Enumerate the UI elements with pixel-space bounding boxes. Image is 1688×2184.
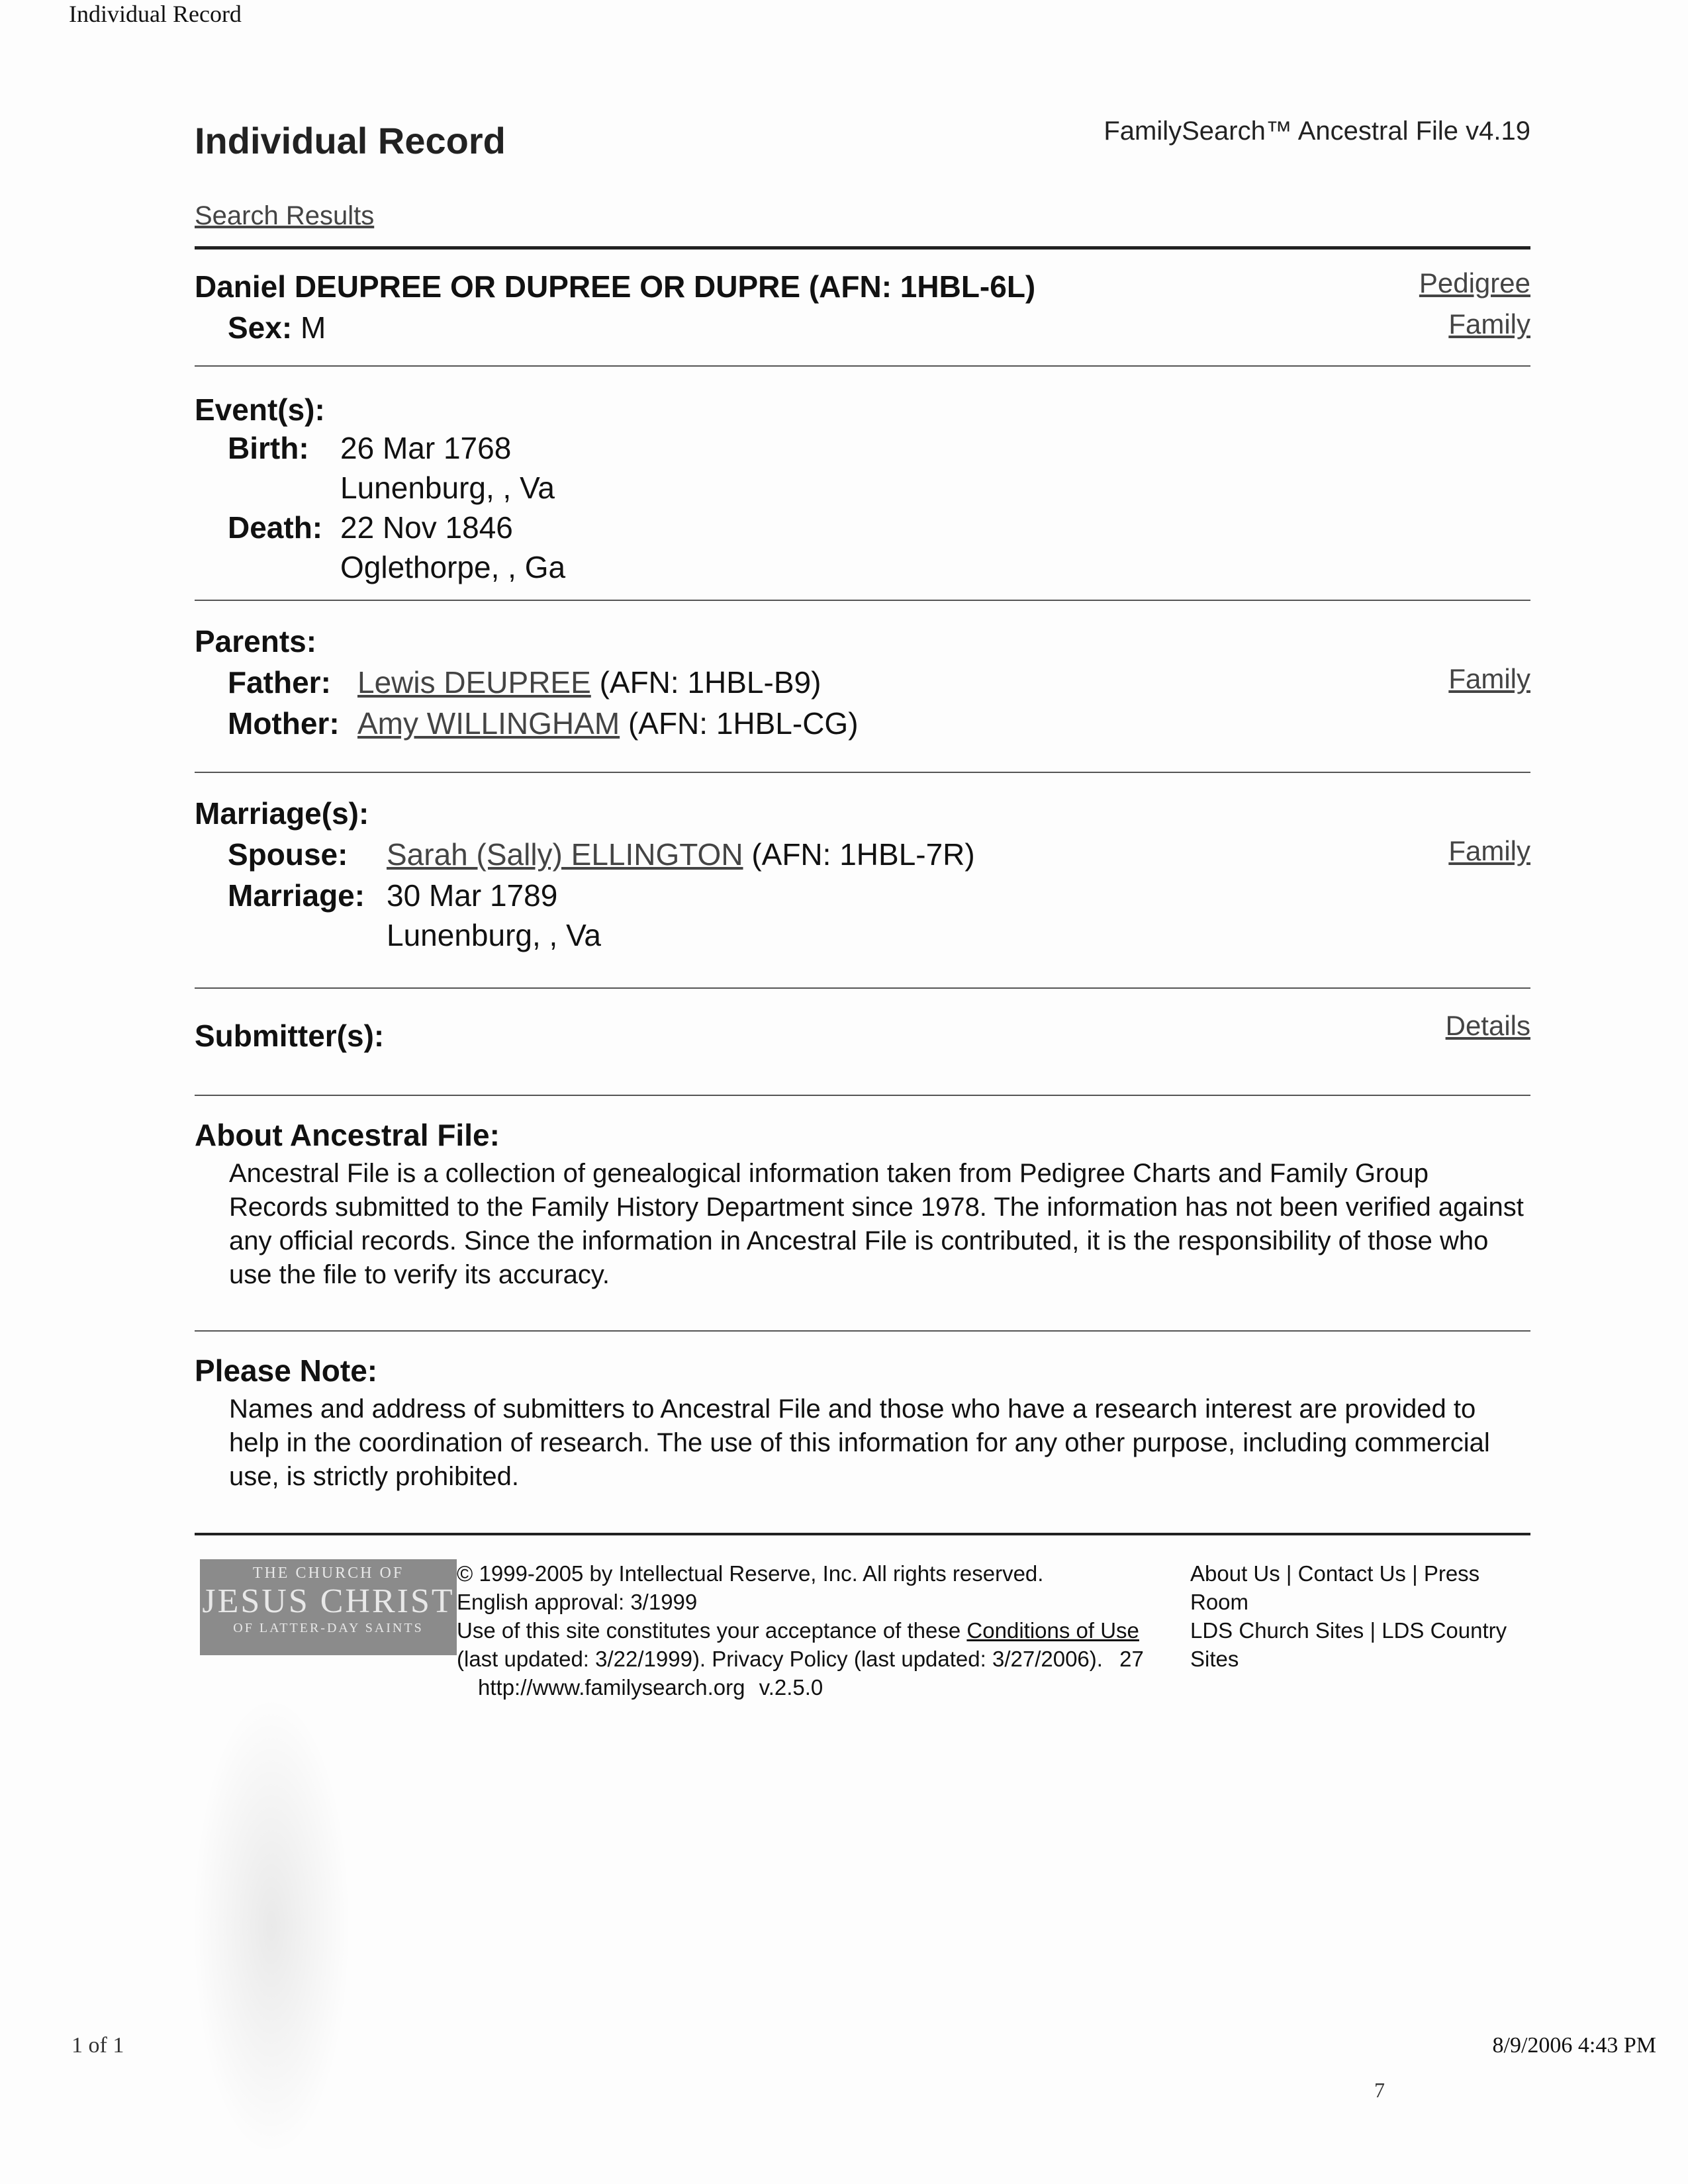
page-title: Individual Record	[195, 120, 506, 161]
print-datetime: 8/9/2006 4:43 PM	[1492, 2033, 1656, 2058]
divider	[195, 1330, 1530, 1332]
conditions-of-use-link[interactable]: Conditions of Use	[966, 1618, 1139, 1643]
spouse-label: Spouse:	[228, 837, 348, 872]
terms-line	[457, 1616, 1158, 1673]
logo-line3: OF LATTER-DAY SAINTS	[233, 1621, 424, 1635]
mother-label: Mother:	[228, 706, 340, 741]
father-name-link[interactable]: Lewis DEUPREE	[357, 665, 591, 700]
death-label: Death:	[228, 510, 323, 545]
site-version: v.2.5.0	[759, 1675, 823, 1700]
search-results-link[interactable]: Search Results	[195, 201, 375, 230]
privacy-suffix: (last updated: 3/27/2006).	[853, 1647, 1103, 1671]
site-url: http://www.familysearch.org	[478, 1675, 745, 1700]
events-heading: Event(s):	[195, 392, 325, 427]
contact-us-link[interactable]: Contact Us	[1297, 1561, 1406, 1586]
church-logo[interactable]	[200, 1559, 457, 1655]
individual-name: Daniel DEUPREE OR DUPREE OR DUPRE (AFN: 1HBL-6L)	[195, 269, 1036, 304]
parents-heading: Parents:	[195, 624, 317, 659]
lds-church-sites-link[interactable]: LDS Church Sites	[1190, 1618, 1364, 1643]
death-date: 22 Nov 1846	[340, 510, 513, 545]
father-label: Father:	[228, 665, 331, 700]
spouse-family-link[interactable]: Family	[1448, 835, 1530, 866]
scan-shadow	[192, 1694, 351, 2158]
spouse-afn: (AFN: 1HBL-7R)	[751, 837, 975, 872]
sex-value: M	[300, 310, 326, 345]
parents-family-link[interactable]: Family	[1448, 663, 1530, 694]
mother-afn: (AFN: 1HBL-CG)	[628, 706, 859, 741]
divider	[195, 1095, 1530, 1096]
print-header: Individual Record	[69, 1, 242, 27]
header-divider	[195, 246, 1530, 250]
birth-date: 26 Mar 1768	[340, 431, 512, 465]
about-us-link[interactable]: About Us	[1190, 1561, 1280, 1586]
individual-family-link[interactable]: Family	[1448, 308, 1530, 340]
divider	[195, 772, 1530, 773]
divider	[195, 365, 1530, 367]
marriage-date: 30 Mar 1789	[387, 878, 558, 913]
birth-place: Lunenburg, , Va	[340, 471, 555, 505]
print-page-number: 1 of 1	[71, 2033, 124, 2058]
about-text: Ancestral File is a collection of genealogical information taken from Pedigree Charts and Family Group Records submitted to the Family History Department since 1978. The information has not been verified against any official records. Since the information in Ancestral File is contributed, it is the responsibility of those who use the file to verify its accuracy.	[229, 1159, 1524, 1289]
death-row	[228, 507, 513, 548]
logo-line1: THE CHURCH OF	[252, 1565, 404, 1582]
brand-title: FamilySearch™ Ancestral File v4.19	[1103, 116, 1530, 146]
mother-row	[228, 703, 859, 744]
birth-row	[228, 428, 511, 469]
press-room-link[interactable]: Press Room	[1190, 1561, 1480, 1614]
submitters-heading: Submitter(s):	[195, 1019, 385, 1053]
father-row	[228, 662, 821, 703]
url-line	[457, 1673, 1158, 1702]
use-prefix: Use of this site constitutes your acceptance of these	[457, 1618, 961, 1643]
logo-line2: JESUS CHRIST	[202, 1582, 455, 1620]
father-afn: (AFN: 1HBL-B9)	[599, 665, 821, 700]
spouse-name-link[interactable]: Sarah (Sally) ELLINGTON	[387, 837, 743, 872]
note-text: Names and address of submitters to Ancestral File and those who have a research interest are provided to help in the coordination of research. The use of this information for any other purpose, including commercial use, is strictly prohibited.	[229, 1394, 1490, 1491]
footer-number: 27	[1119, 1647, 1144, 1671]
birth-label: Birth:	[228, 431, 309, 465]
link-separator: |	[1412, 1561, 1424, 1586]
death-place: Oglethorpe, , Ga	[340, 550, 566, 584]
english-approval: English approval: 3/1999	[457, 1590, 698, 1614]
marriage-row	[228, 875, 557, 916]
link-separator: |	[1286, 1561, 1298, 1586]
marriage-label: Marriage:	[228, 878, 365, 913]
about-heading: About Ancestral File:	[195, 1118, 500, 1152]
divider	[195, 600, 1530, 601]
copyright: © 1999-2005 by Intellectual Reserve, Inc. All rights reserved.	[457, 1561, 1044, 1586]
marriage-place: Lunenburg, , Va	[387, 918, 601, 952]
footer-legal	[457, 1559, 1158, 1702]
link-separator: |	[1370, 1618, 1382, 1643]
note-heading: Please Note:	[195, 1353, 378, 1388]
pedigree-link[interactable]: Pedigree	[1419, 267, 1530, 298]
mother-name-link[interactable]: Amy WILLINGHAM	[357, 706, 620, 741]
sex-row	[228, 307, 326, 348]
footer-links	[1190, 1559, 1528, 1673]
footer-divider	[195, 1533, 1530, 1535]
divider	[195, 987, 1530, 989]
spouse-row	[228, 834, 975, 875]
sex-label: Sex:	[228, 310, 293, 345]
use-suffix: (last updated: 3/22/1999).	[457, 1647, 706, 1671]
details-link[interactable]: Details	[1445, 1010, 1530, 1041]
lds-country-sites-link[interactable]: LDS Country Sites	[1190, 1618, 1507, 1671]
marriage-heading: Marriage(s):	[195, 796, 369, 831]
scan-mark: 7	[1374, 2078, 1385, 2102]
privacy-policy-link[interactable]: Privacy Policy	[712, 1647, 848, 1671]
